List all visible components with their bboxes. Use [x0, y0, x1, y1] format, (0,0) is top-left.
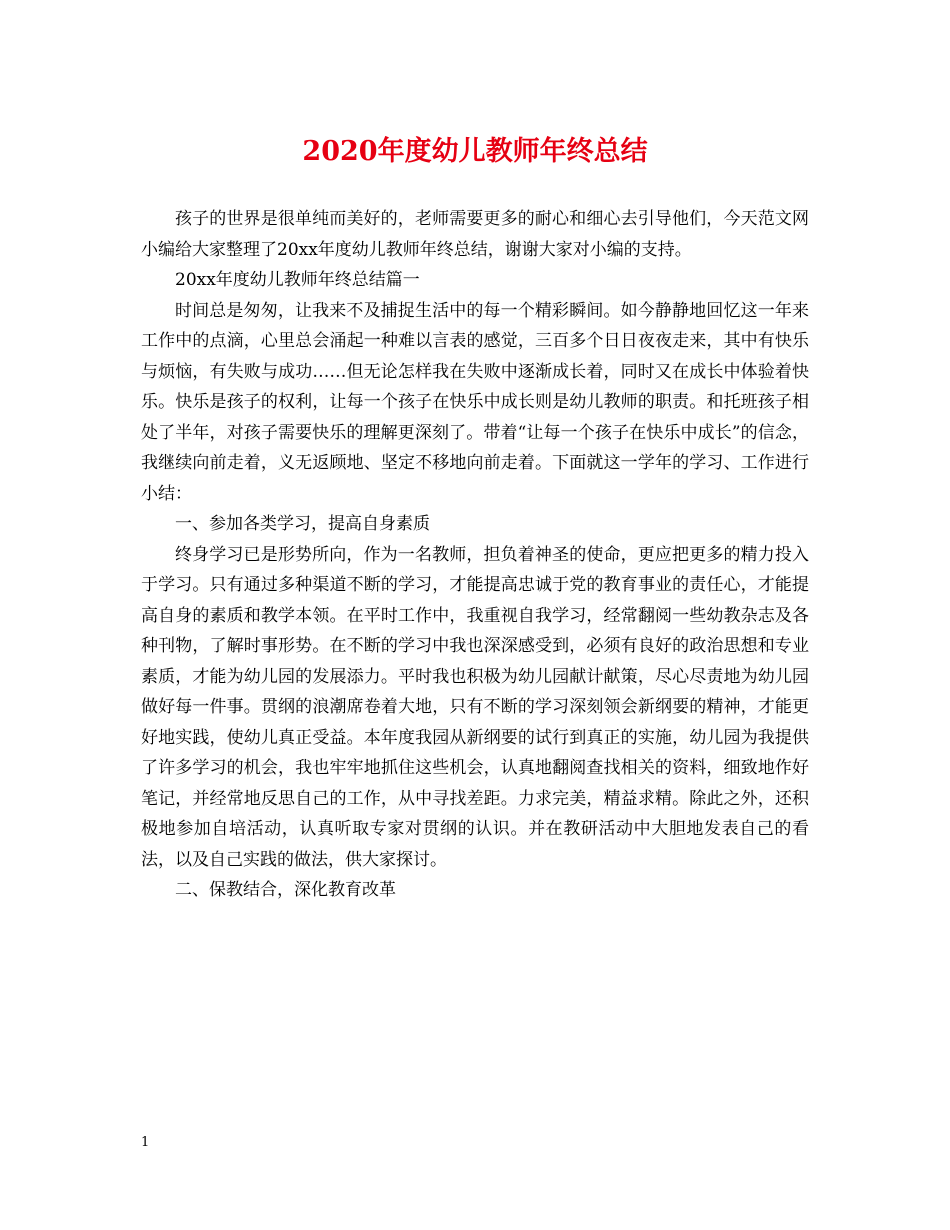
intro-paragraph: 孩子的世界是很单纯而美好的，老师需要更多的耐心和细心去引导他们，今天范文网小编给大家整理了20xx年度幼儿教师年终总结，谢谢大家对小编的支持。 — [141, 209, 809, 260]
document-title: 2020年度幼儿教师年终总结 — [302, 136, 648, 167]
body-paragraph: 终身学习已是形势所向，作为一名教师，担负着神圣的使命，更应把更多的精力投入于学习。只有通过多种渠道不断的学习，才能提高忠诚于党的教育事业的责任心，才能提高自身的素质和教学本领。在平时工作中，我重视自我学习，经常翻阅一些幼教杂志及各种刊物，了解时事形势。在不断的学习中我也深深感受到，必须有良好的政治思想和专业素质，才能为幼儿园的发展添力。平时我也积极为幼儿园献计献策，尽心尽责地为幼儿园做好每一件事。贯纲的浪潮席卷着大地，只有不断的学习深刻领会新纲要的精神，才能更好地实践，使幼儿真正受益。本年度我园从新纲要的试行到真正的实施，幼儿园为我提供了许多学习的机会，我也牢牢地抓住这些机会，认真地翻阅查找相关的资料，细致地作好笔记，并经常地反思自己的工作，从中寻找差距。力求完美，精益求精。除此之外，还积极地参加自培活动，认真听取专家对贯纲的认识。并在教研活动中大胆地发表自己的看法，以及自己实践的做法，供大家探讨。 — [141, 544, 809, 870]
section-heading-part-one: 20xx年度幼儿教师年终总结篇一 — [175, 270, 420, 290]
page-number: 1 — [141, 1135, 150, 1150]
section-heading-study: 一、参加各类学习，提高自身素质 — [175, 514, 430, 534]
document-body — [141, 204, 809, 906]
section-heading-education: 二、保教结合，深化教育改革 — [175, 880, 396, 900]
body-paragraph: 时间总是匆匆，让我来不及捕捉生活中的每一个精彩瞬间。如今静静地回忆这一年来工作中的点滴，心里总会涌起一种难以言表的感觉，三百多个日日夜夜走来，其中有快乐与烦恼，有失败与成功……但无论怎样我在失败中逐渐成长着，同时又在成长中体验着快乐。快乐是孩子的权利，让每一个孩子在快乐中成长则是幼儿教师的职责。和托班孩子相处了半年，对孩子需要快乐的理解更深刻了。带着“让每一个孩子在快乐中成长”的信念，我继续向前走着，义无返顾地、坚定不移地向前走着。下面就这一学年的学习、工作进行小结： — [141, 300, 809, 504]
